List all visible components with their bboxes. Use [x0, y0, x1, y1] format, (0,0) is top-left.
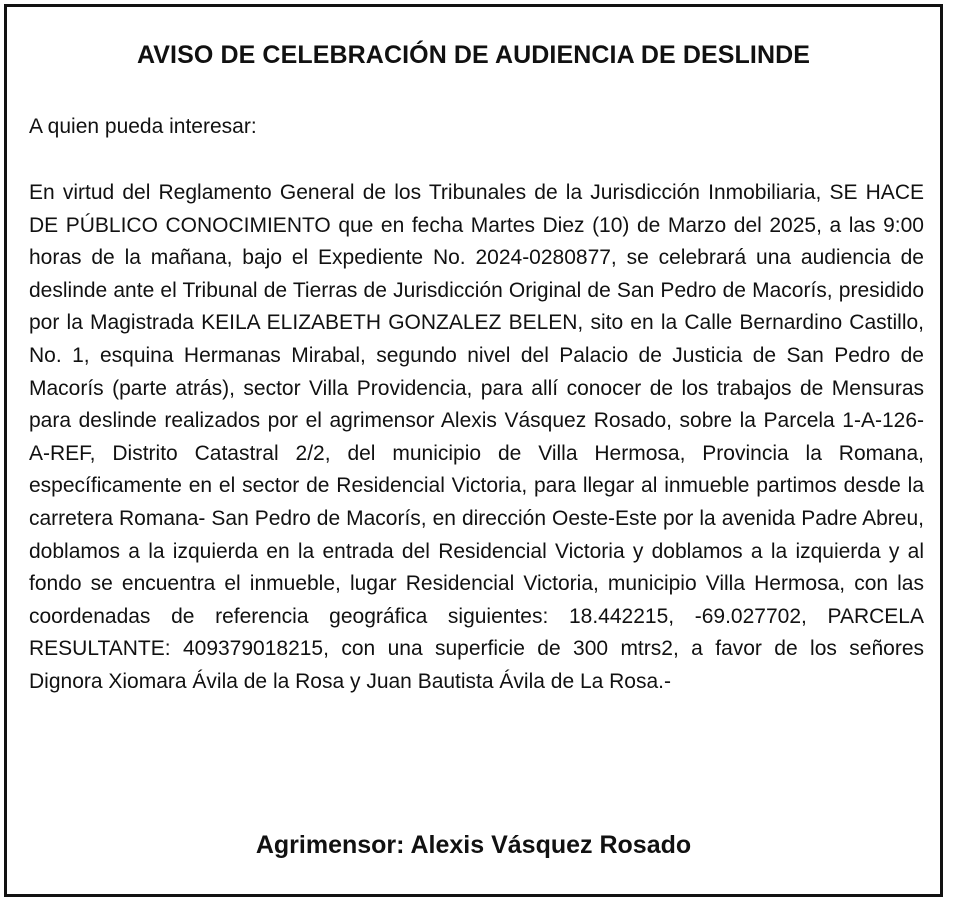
salutation: A quien pueda interesar: — [29, 115, 257, 138]
notice-body: En virtud del Reglamento General de los Tribunales de la Jurisdicción Inmobiliaria, SE HACE DE PÚBLICO CONOCIMIENTO que en fecha Martes Diez (10) de Marzo del 2025, a las 9:00 horas de la mañana, bajo el Expediente No. 2024-0280877, se celebrará una audiencia de deslinde ante el Tribunal de Tierras de Jurisdicción Original de San Pedro de Macorís, presidido por la Magistrada KEILA ELIZABETH GONZALEZ BELEN, sito en la Calle Bernardino Castillo, No. 1, esquina Hermanas Mirabal, segundo nivel del Palacio de Justicia de San Pedro de Macorís (parte atrás), sector Villa Providencia, para allí conocer de los trabajos de Mensuras para deslinde realizados por el agrimensor Alexis Vásquez Rosado, sobre la Parcela 1-A-126-A-REF, Distrito Catastral 2/2, del municipio de Villa Hermosa, Provincia la Romana, específicamente en el sector de Residencial Victoria, para llegar al inmueble partimos desde la carretera Romana- San Pedro de Macorís, en dirección Oeste-Este por la avenida Padre Abreu, doblamos a la izquierda en la entrada del Residencial Victoria y doblamos a la izquierda y al fondo se encuentra el inmueble, lugar Residencial Victoria, municipio Villa Hermosa, con las coordenadas de referencia geográfica siguientes: 18.442215, -69.027702, PARCELA RESULTANTE: 409379018215, con una superficie de 300 mtrs2, a favor de los señores Dignora Xiomara Ávila de la Rosa y Juan Bautista Ávila de La Rosa.- — [29, 181, 924, 693]
signature: Agrimensor: Alexis Vásquez Rosado — [255, 831, 692, 859]
notice-title: AVISO DE CELEBRACIÓN DE AUDIENCIA DE DESLINDE — [136, 41, 811, 69]
notice-frame — [4, 4, 943, 897]
